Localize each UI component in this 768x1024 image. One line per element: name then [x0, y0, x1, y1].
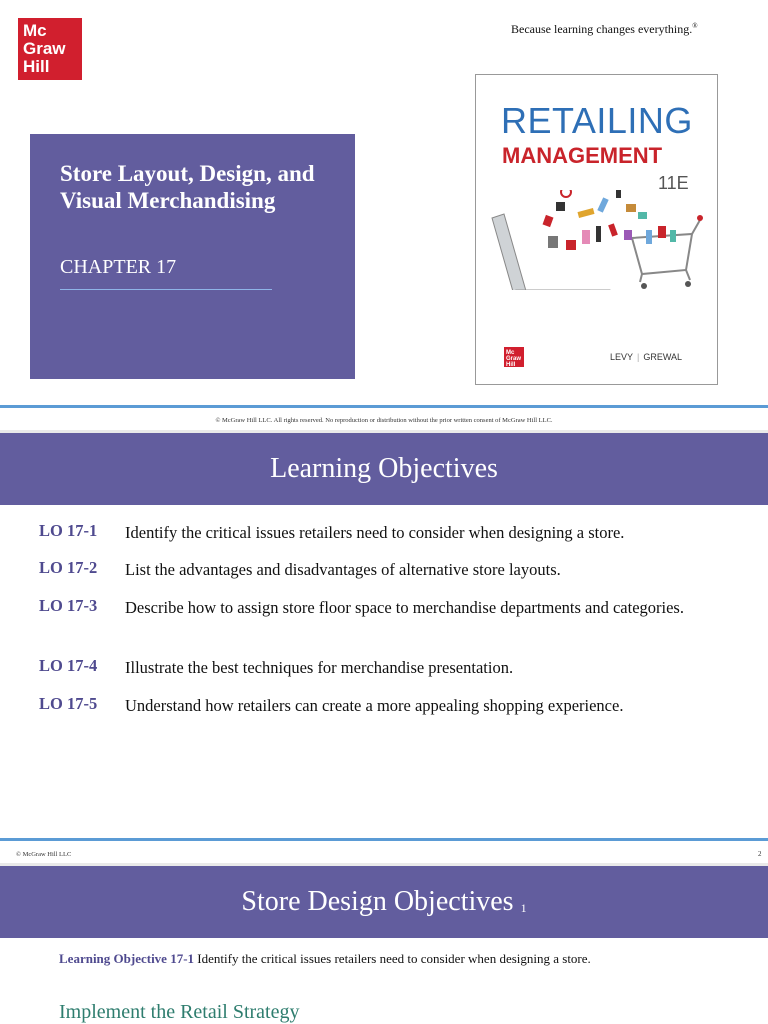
store-design-objectives-title: Store Design Objectives [241, 886, 514, 917]
tagline [511, 22, 698, 37]
title-divider [60, 289, 272, 290]
cover-illustration [486, 190, 708, 290]
objective-code: LO 17-1 [39, 521, 98, 540]
book-cover [475, 74, 718, 385]
objective-code: LO 17-5 [39, 694, 98, 713]
tagline-text: Because learning changes everything. [511, 22, 693, 36]
objective-text: List the advantages and disadvantages of alternative store layouts. [125, 560, 561, 579]
copyright-notice: © McGraw Hill LLC. All rights reserved. No reproduction or distribution without the prior written consent of McGraw Hill LLC. [215, 417, 553, 424]
objective-code: LO 17-2 [39, 558, 98, 577]
cover-title-line1: RETAILING [501, 100, 693, 141]
logo-line-1: Mc [23, 21, 47, 40]
shopping-cart-icon [632, 215, 703, 289]
slide-1 [0, 0, 768, 405]
objective-text: Understand how retailers can create a more appealing shopping experience. [125, 696, 624, 715]
objective-text: Describe how to assign store floor space to merchandise departments and categories. [125, 598, 684, 617]
logo-line-2: Graw [23, 39, 66, 58]
cover-publisher-logo: Mc Graw Hill [504, 347, 524, 367]
slide-2-header [0, 433, 768, 505]
objective-text: Illustrate the best techniques for merchandise presentation. [125, 658, 514, 677]
registered-mark: ® [692, 22, 698, 30]
learning-objectives-title: Learning Objectives [270, 453, 498, 484]
copyright-short: © McGraw Hill LLC [16, 851, 72, 858]
slide-3-header [0, 866, 768, 938]
presentation-title: Store Layout, Design, and Visual Merchandising [60, 161, 315, 213]
author-grewal: GREWAL [643, 352, 683, 362]
author-separator: | [637, 352, 640, 362]
slide-3 [0, 866, 768, 1024]
mcgraw-hill-logo [18, 18, 82, 80]
logo-line-3: Hill [23, 57, 50, 76]
slide-1-footer [0, 408, 768, 430]
author-levy: LEVY [610, 352, 634, 362]
product-icons [543, 190, 676, 250]
slide-2 [0, 433, 768, 838]
header-part-number: 1 [520, 901, 527, 915]
objective-code: LO 17-3 [39, 596, 98, 615]
page-number: 2 [758, 850, 762, 858]
cover-title-line2: MANAGEMENT [502, 143, 663, 168]
cover-authors [610, 352, 682, 362]
lo-label: Learning Objective 17-1 [59, 951, 195, 966]
section-subheading: Implement the Retail Strategy [59, 1001, 300, 1023]
title-panel [30, 134, 355, 379]
objective-code: LO 17-4 [39, 656, 98, 675]
slide-2-footer [0, 841, 768, 863]
cover-edition: 11E [658, 173, 689, 193]
slide-3-lo-line [59, 951, 591, 967]
chapter-label: CHAPTER 17 [60, 256, 177, 278]
laptop-icon [492, 214, 618, 290]
lo-description: Identify the critical issues retailers need to consider when designing a store. [194, 951, 591, 966]
objective-text: Identify the critical issues retailers need to consider when designing a store. [125, 523, 625, 542]
